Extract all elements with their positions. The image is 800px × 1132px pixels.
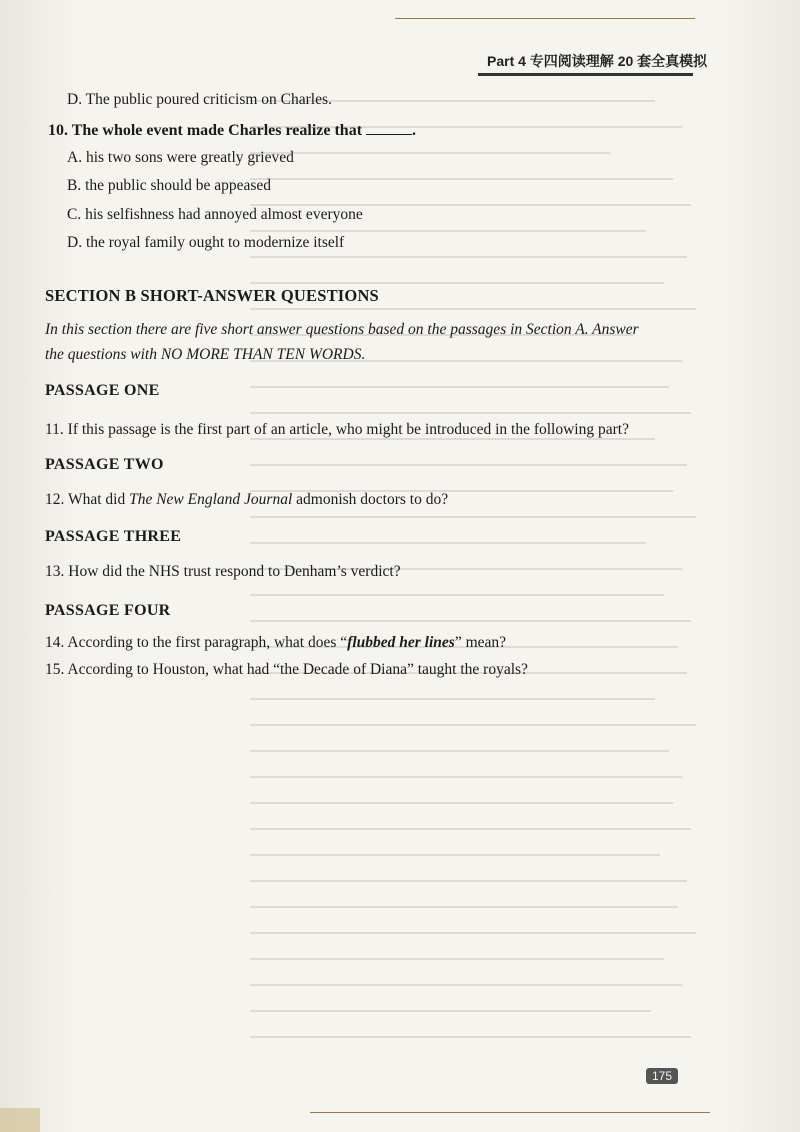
question-15: 15. According to Houston, what had “the Decade of Diana” taught the royals? — [45, 661, 528, 678]
q12-journal-title: The New England Journal — [129, 491, 293, 508]
running-head-underline — [478, 73, 693, 76]
question-14 — [45, 633, 506, 653]
question-11: 11. If this passage is the first part of an article, who might be introduced in the following part? — [45, 421, 629, 438]
q10-option-d: D. the royal family ought to modernize itself — [67, 234, 345, 251]
section-b-title: SECTION B SHORT-ANSWER QUESTIONS — [45, 286, 379, 305]
page-number: 175 — [646, 1068, 678, 1084]
passage-one-heading: PASSAGE ONE — [45, 382, 160, 399]
question-12 — [45, 490, 448, 510]
q12-pre: 12. What did — [45, 491, 130, 508]
footer-rule — [310, 1112, 710, 1113]
passage-three-heading: PASSAGE THREE — [45, 528, 182, 545]
q14-pre: 14. According to the first paragraph, what does “ — [45, 634, 348, 651]
q14-term: flubbed her lines — [347, 634, 455, 651]
q12-post: admonish doctors to do? — [292, 491, 449, 508]
q9-option-d: D. The public poured criticism on Charles. — [67, 91, 332, 108]
section-b-intro-line1: In this section there are five short answer questions based on the passages in Section A. Answer — [45, 321, 639, 338]
passage-four-heading: PASSAGE FOUR — [45, 602, 171, 619]
q10-option-b: B. the public should be appeased — [67, 177, 272, 194]
running-head: Part 4 专四阅读理解 20 套全真模拟 — [487, 53, 708, 69]
answer-blank — [366, 120, 412, 135]
q10-stem-end: . — [412, 122, 417, 139]
q14-post: ” mean? — [454, 634, 507, 651]
q10-stem-text: 10. The whole event made Charles realize that — [48, 122, 363, 139]
q10-option-c: C. his selfishness had annoyed almost everyone — [67, 206, 363, 223]
passage-two-heading: PASSAGE TWO — [45, 456, 164, 473]
header-top-rule — [395, 18, 695, 19]
page-corner-shadow — [0, 1108, 40, 1132]
section-b-intro-line2: the questions with NO MORE THAN TEN WORDS. — [45, 346, 366, 363]
q10-stem — [48, 120, 416, 141]
q10-option-a: A. his two sons were greatly grieved — [67, 149, 294, 166]
question-13: 13. How did the NHS trust respond to Denham’s verdict? — [45, 563, 401, 580]
